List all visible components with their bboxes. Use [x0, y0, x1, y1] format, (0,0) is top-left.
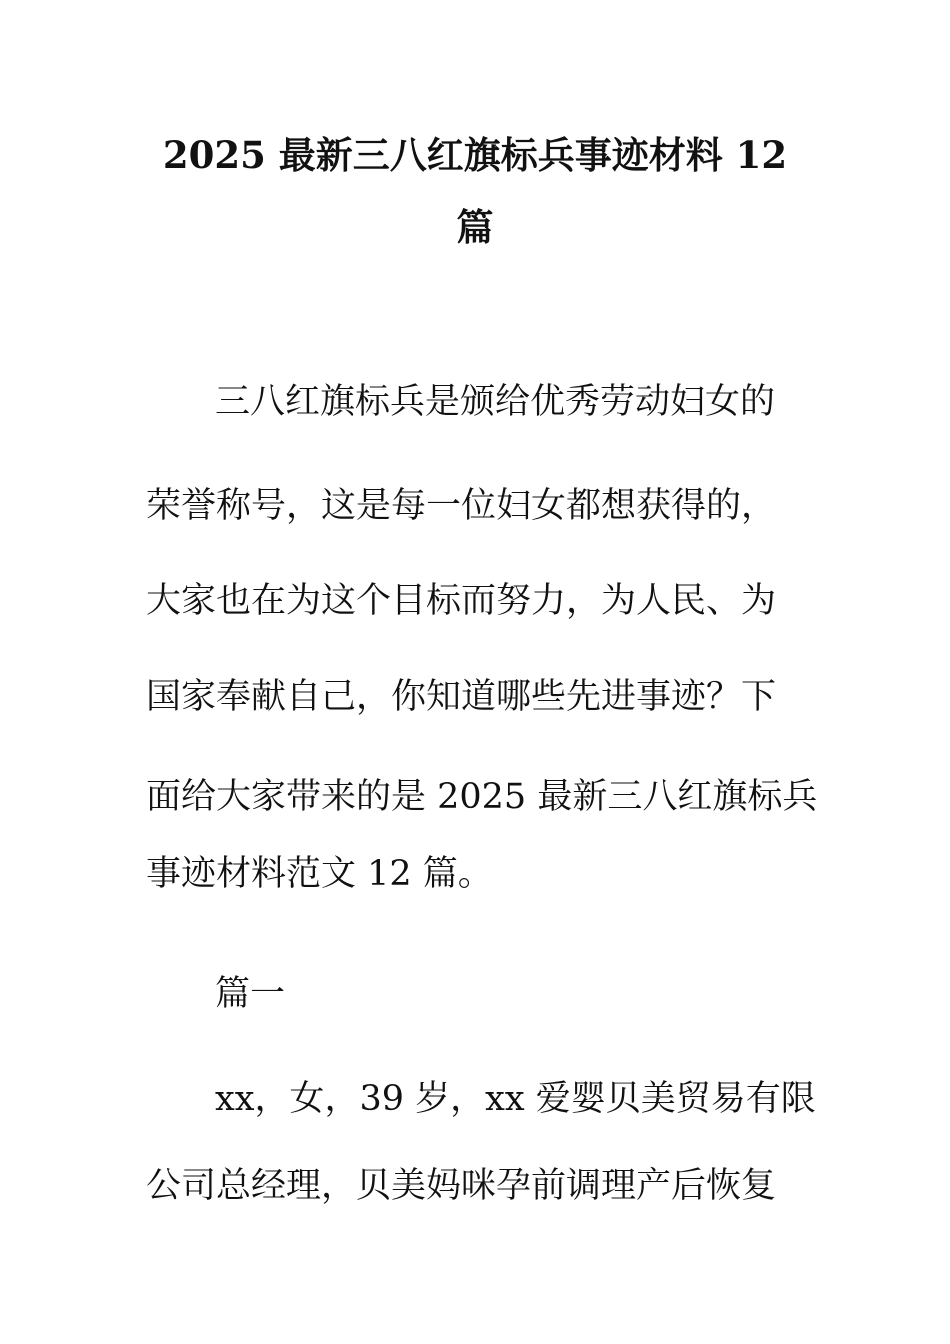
- paragraph-line: 事迹材料范文 12 篇。: [146, 854, 493, 894]
- paragraph-line: 国家奉献自己，你知道哪些先进事迹？下: [146, 677, 777, 717]
- paragraph-line: 面给大家带来的是 2025 最新三八红旗标兵: [146, 777, 818, 817]
- document-title-line-1: 2025 最新三八红旗标兵事迹材料 12: [162, 133, 788, 177]
- paragraph-line: 三八红旗标兵是颁给优秀劳动妇女的: [215, 382, 776, 422]
- document-title-line-2: 篇: [456, 205, 494, 249]
- paragraph-line: xx，女，39 岁，xx 爱婴贝美贸易有限: [215, 1079, 816, 1119]
- paragraph-line: 公司总经理，贝美妈咪孕前调理产后恢复: [146, 1166, 777, 1206]
- section-heading: 篇一: [215, 974, 286, 1014]
- paragraph-line: 荣誉称号，这是每一位妇女都想获得的，: [146, 486, 777, 526]
- paragraph-line: 大家也在为这个目标而努力，为人民、为: [146, 581, 777, 621]
